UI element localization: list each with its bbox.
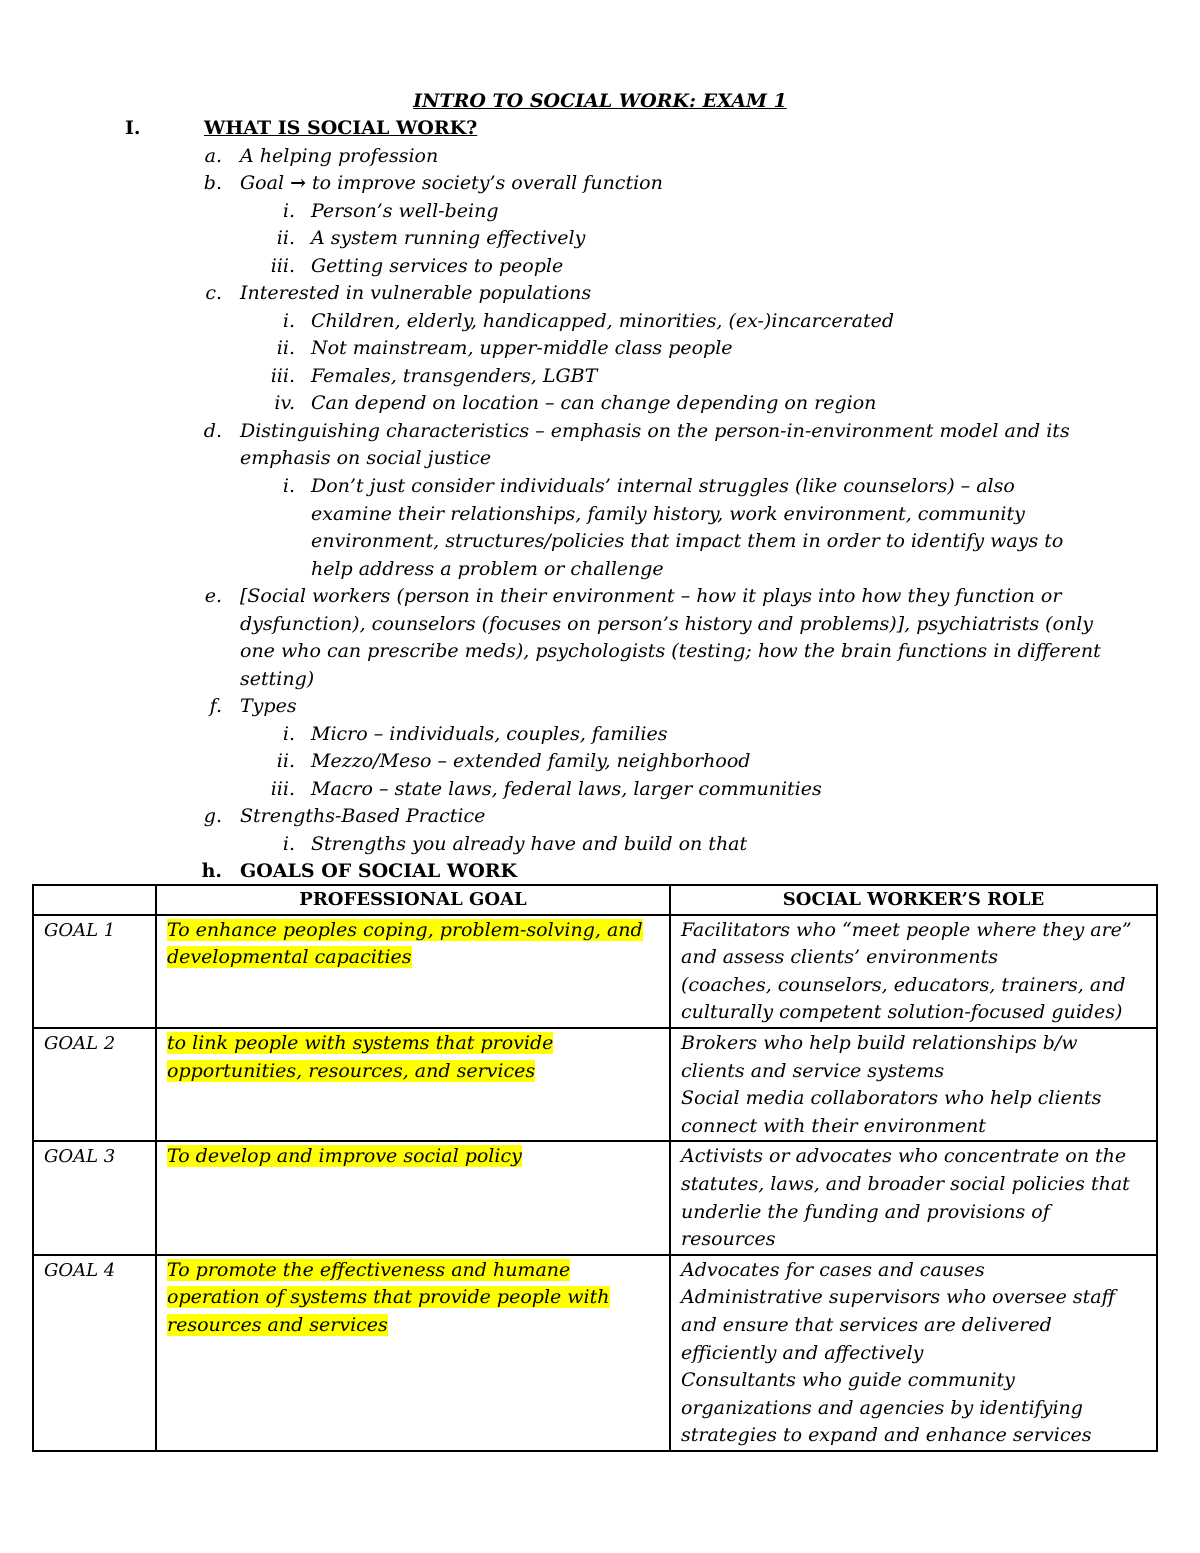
item-f-iii-label: iii.: [270, 778, 295, 800]
role-line: Activists or advocates who concentrate on the: [681, 1145, 1127, 1168]
item-b-iii-label: iii.: [270, 255, 295, 277]
role-line: and assess clients’ environments: [681, 946, 999, 969]
highlighted-goal-line: To develop and improve social policy: [167, 1145, 522, 1168]
role-line: (coaches, counselors, educators, trainers, and: [681, 973, 1126, 996]
role-line: efficiently and affectively: [681, 1341, 924, 1364]
table-header-social-worker-role: SOCIAL WORKER’S ROLE: [670, 885, 1157, 915]
role-line: resources: [681, 1228, 776, 1251]
item-c-i-text: Children, elderly, handicapped, minorities, (ex-)incarcerated: [311, 310, 895, 332]
role-line: Facilitators who “meet people where they are”: [681, 918, 1132, 941]
goal-label: GOAL 2: [33, 1028, 156, 1141]
role-line: strategies to expand and enhance services: [681, 1424, 1092, 1447]
professional-goal-cell: [156, 1255, 670, 1451]
item-d-label: d.: [203, 420, 222, 442]
item-e-line-2: dysfunction), counselors (focuses on person’s history and problems)], psychiatrists (only: [240, 613, 1094, 635]
item-f-i-label: i.: [282, 723, 295, 745]
highlighted-goal-line: operation of systems that provide people with: [167, 1286, 610, 1309]
item-c-iii-label: iii.: [270, 365, 295, 387]
highlighted-goal-line: to link people with systems that provide: [167, 1031, 554, 1054]
item-f-label: f.: [209, 695, 222, 717]
role-line: underlie the funding and provisions of: [681, 1200, 1050, 1223]
item-b-text-pre: Goal: [240, 172, 291, 194]
item-b-text-post: to improve society’s overall function: [305, 172, 663, 194]
item-h-label: h.: [201, 860, 222, 882]
item-d-i-line-3: environment, structures/policies that impact them in order to identify ways to: [311, 530, 1064, 552]
goal-label: GOAL 3: [33, 1141, 156, 1254]
item-h-text: GOALS OF SOCIAL WORK: [240, 860, 518, 882]
role-line: Brokers who help build relationships b/w: [681, 1031, 1078, 1054]
item-a-text: A helping profession: [240, 145, 439, 167]
item-f-i-text: Micro – individuals, couples, families: [311, 723, 668, 745]
section-heading: WHAT IS SOCIAL WORK?: [204, 117, 478, 139]
item-d-i-line-2: examine their relationships, family history, work environment, community: [311, 503, 1025, 525]
item-c-iv-label: iv.: [274, 392, 295, 414]
item-g-label: g.: [203, 805, 222, 827]
highlighted-goal-line: opportunities, resources, and services: [167, 1059, 536, 1082]
item-b-text: [240, 170, 663, 198]
highlighted-goal-line: developmental capacities: [167, 946, 412, 969]
role-line: organizations and agencies by identifying: [681, 1396, 1083, 1419]
item-c-text: Interested in vulnerable populations: [240, 282, 592, 304]
item-g-i-text: Strengths you already have and build on that: [311, 833, 748, 855]
table-row: [33, 915, 1157, 1028]
item-d-i-label: i.: [282, 475, 295, 497]
goal-label: GOAL 1: [33, 915, 156, 1028]
professional-goal-cell: [156, 1141, 670, 1254]
role-cell: [670, 1255, 1157, 1451]
item-f-ii-text: Mezzo/Meso – extended family, neighborhood: [311, 750, 751, 772]
table-row: [33, 1255, 1157, 1451]
role-line: Administrative supervisors who oversee staff: [681, 1286, 1116, 1309]
role-cell: [670, 915, 1157, 1028]
item-a-label: a.: [204, 145, 222, 167]
item-c-label: c.: [205, 282, 222, 304]
table-header-empty: [33, 885, 156, 915]
professional-goal-cell: [156, 915, 670, 1028]
table-row: [33, 1028, 1157, 1141]
item-g-text: Strengths-Based Practice: [240, 805, 486, 827]
item-e-label: e.: [204, 585, 222, 607]
item-c-iv-text: Can depend on location – can change depending on region: [311, 392, 877, 414]
goal-label: GOAL 4: [33, 1255, 156, 1451]
item-e-line-4: setting): [240, 668, 315, 690]
role-line: Advocates for cases and causes: [681, 1258, 985, 1281]
item-d-line-1: Distinguishing characteristics – emphasis on the person-in-environment model and its: [240, 420, 1070, 442]
item-f-ii-label: ii.: [276, 750, 295, 772]
item-b-ii-text: A system running effectively: [311, 227, 586, 249]
item-b-i-label: i.: [282, 200, 295, 222]
role-line: clients and service systems: [681, 1059, 945, 1082]
item-b-iii-text: Getting services to people: [311, 255, 564, 277]
item-b-label: b.: [203, 172, 222, 194]
item-g-i-label: i.: [282, 833, 295, 855]
item-d-i-line-4: help address a problem or challenge: [311, 558, 664, 580]
highlighted-goal-line: To promote the effectiveness and humane: [167, 1258, 571, 1281]
role-line: and ensure that services are delivered: [681, 1313, 1052, 1336]
role-line: statutes, laws, and broader social policies that: [681, 1172, 1130, 1195]
role-cell: [670, 1141, 1157, 1254]
item-e-line-3: one who can prescribe meds), psychologists (testing; how the brain functions in different: [240, 640, 1101, 662]
goals-table: [32, 884, 1158, 1452]
section-numeral: I.: [125, 117, 141, 139]
item-b-ii-label: ii.: [276, 227, 295, 249]
right-arrow-icon: →: [290, 172, 306, 194]
document-title: INTRO TO SOCIAL WORK: EXAM 1: [413, 90, 787, 112]
item-c-ii-label: ii.: [276, 337, 295, 359]
role-line: connect with their environment: [681, 1114, 986, 1137]
item-b-i-text: Person’s well-being: [311, 200, 499, 222]
item-f-text: Types: [240, 695, 297, 717]
table-row: [33, 1141, 1157, 1254]
highlighted-goal-line: To enhance peoples coping, problem-solving, and: [167, 918, 643, 941]
role-line: culturally competent solution-focused guides): [681, 1001, 1123, 1024]
role-cell: [670, 1028, 1157, 1141]
item-e-line-1: [Social workers (person in their environment – how it plays into how they function or: [240, 585, 1062, 607]
professional-goal-cell: [156, 1028, 670, 1141]
table-header-professional-goal: PROFESSIONAL GOAL: [156, 885, 670, 915]
item-d-i-line-1: Don’t just consider individuals’ internal struggles (like counselors) – also: [311, 475, 1015, 497]
highlighted-goal-line: resources and services: [167, 1313, 388, 1336]
item-d-line-2: emphasis on social justice: [240, 447, 492, 469]
item-c-ii-text: Not mainstream, upper-middle class people: [311, 337, 733, 359]
item-c-i-label: i.: [282, 310, 295, 332]
item-f-iii-text: Macro – state laws, federal laws, larger communities: [311, 778, 822, 800]
role-line: Consultants who guide community: [681, 1369, 1015, 1392]
item-c-iii-text: Females, transgenders, LGBT: [311, 365, 598, 387]
role-line: Social media collaborators who help clients: [681, 1087, 1102, 1110]
table-header-row: [33, 885, 1157, 915]
